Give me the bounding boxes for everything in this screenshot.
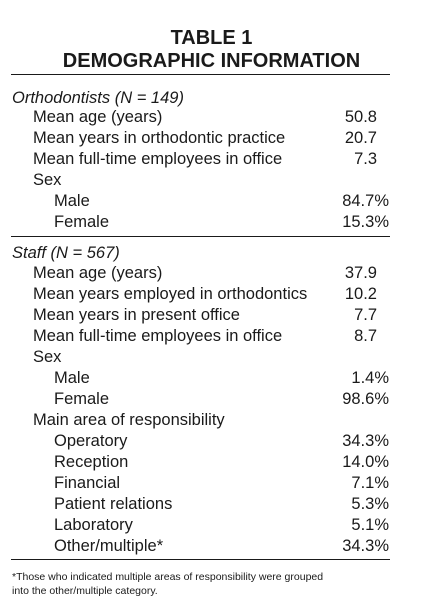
table-row [0, 149, 423, 170]
row-value: 84.7% [342, 192, 389, 210]
table-row [0, 212, 423, 233]
row-label: Female [54, 390, 110, 408]
row-value: 34.3% [342, 537, 389, 555]
row-value: 15.3% [342, 213, 389, 231]
section-divider [11, 236, 390, 237]
row-value: 7.3 [354, 150, 377, 168]
row-label: Male [54, 192, 90, 210]
table-row [0, 107, 423, 128]
row-label: Mean years in orthodontic practice [33, 129, 286, 147]
section-header-staff [0, 243, 423, 264]
table-row [0, 263, 423, 284]
row-label: Other/multiple* [54, 537, 164, 555]
footnote-continued: into the other/multiple category. [12, 585, 158, 597]
table-row [0, 452, 423, 473]
table-row [0, 431, 423, 452]
row-label: Mean full-time employees in office [33, 327, 283, 345]
row-value: 5.3% [351, 495, 389, 513]
row-label: Mean age (years) [33, 264, 163, 282]
table-subtitle: DEMOGRAPHIC INFORMATION [62, 50, 361, 72]
row-label: Financial [54, 474, 121, 492]
table-row [0, 389, 423, 410]
top-rule [11, 74, 390, 75]
row-label: Mean age (years) [33, 108, 163, 126]
table-row [0, 410, 423, 431]
row-value: 5.1% [351, 516, 389, 534]
row-value: 7.1% [351, 474, 389, 492]
row-label: Operatory [54, 432, 128, 450]
table-row [0, 170, 423, 191]
table-row [0, 284, 423, 305]
row-label: Male [54, 369, 90, 387]
row-label: Sex [33, 348, 62, 366]
row-value: 20.7 [344, 129, 377, 147]
row-label: Female [54, 213, 110, 231]
row-label: Sex [33, 171, 62, 189]
row-value: 1.4% [351, 369, 389, 387]
table-row [0, 536, 423, 557]
bottom-rule [11, 559, 390, 560]
table-row [0, 515, 423, 536]
table-row [0, 494, 423, 515]
table-row [0, 473, 423, 494]
table-title: TABLE 1 [170, 27, 253, 49]
row-label: Mean years employed in orthodontics [33, 285, 308, 303]
row-label: Mean years in present office [33, 306, 240, 324]
row-label: Patient relations [54, 495, 173, 513]
row-label: Orthodontists (N = 149) [12, 89, 184, 107]
row-label: Reception [54, 453, 129, 471]
table-row [0, 347, 423, 368]
row-label: Laboratory [54, 516, 133, 534]
row-label: Main area of responsibility [33, 411, 225, 429]
section-header-orthodontists [0, 88, 423, 109]
row-value: 10.2 [344, 285, 377, 303]
row-label: Staff (N = 567) [12, 244, 120, 262]
table-row [0, 368, 423, 389]
row-value: 98.6% [342, 390, 389, 408]
footnote: *Those who indicated multiple areas of responsibility were grouped [12, 571, 324, 583]
row-value: 34.3% [342, 432, 389, 450]
table-row [0, 305, 423, 326]
row-value: 37.9 [344, 264, 377, 282]
row-value: 50.8 [344, 108, 377, 126]
row-value: 8.7 [354, 327, 377, 345]
row-value: 7.7 [354, 306, 377, 324]
table-row [0, 191, 423, 212]
table-row [0, 128, 423, 149]
row-label: Mean full-time employees in office [33, 150, 283, 168]
table-row [0, 326, 423, 347]
row-value: 14.0% [342, 453, 389, 471]
